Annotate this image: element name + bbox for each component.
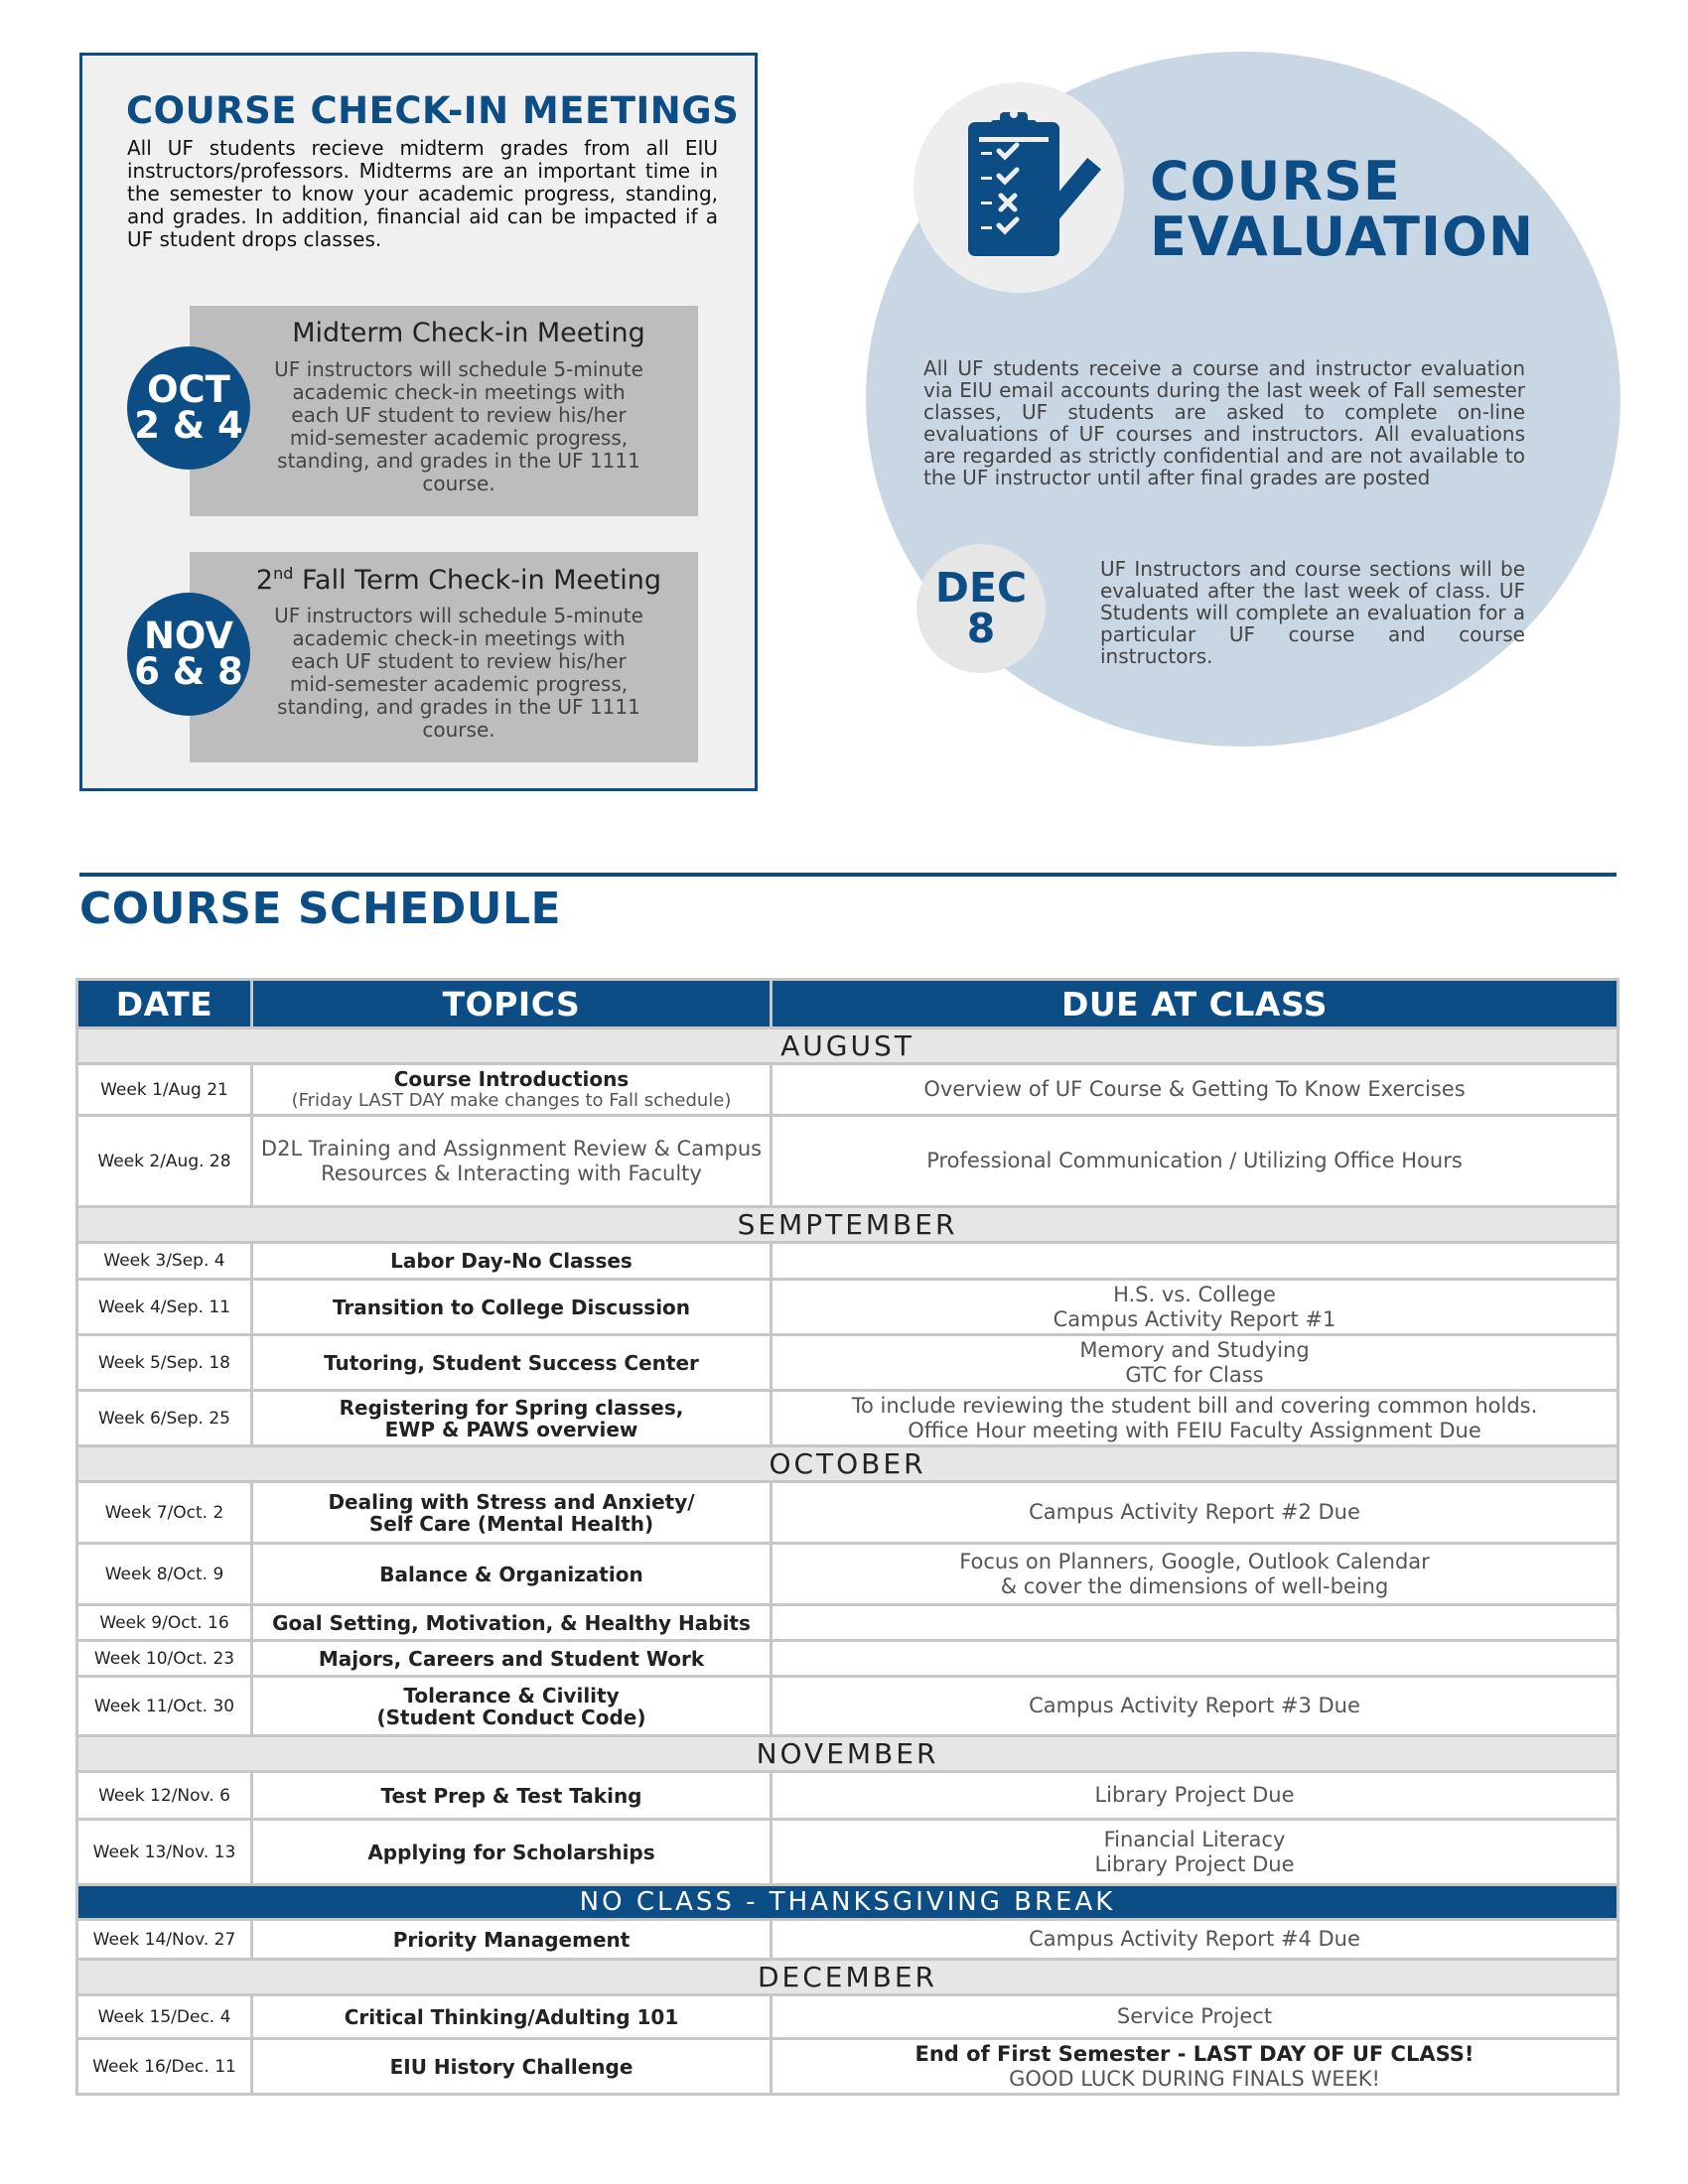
dec-badge-month: DEC (934, 564, 1028, 612)
table-row: Week 10/Oct. 23 Majors, Careers and Student Work (77, 1641, 1618, 1677)
table-row: Week 5/Sep. 18 Tutoring, Student Success Center Memory and Studying GTC for Class (77, 1335, 1618, 1391)
date-column-header: DATE (77, 980, 252, 1028)
topics-column-header: TOPICS (252, 980, 772, 1028)
table-row: Week 8/Oct. 9 Balance & Organization Focus on Planners, Google, Outlook Calendar & cover the dimensions of well-being (77, 1544, 1618, 1605)
midterm-meeting-title: Midterm Check-in Meeting (292, 318, 645, 348)
evaluation-date-body: UF Instructors and course sections will be evaluated after the last week of class. UF Students will complete an evaluation for a particular UF course and course instructors. (1100, 557, 1525, 668)
dec-badge-day: 8 (966, 605, 996, 652)
month-row-november: NOVEMBER (77, 1736, 1618, 1772)
month-row-december: DECEMBER (77, 1960, 1618, 1995)
nov-badge-month: NOV (143, 614, 234, 657)
table-row: Week 13/Nov. 13 Applying for Scholarships Financial Literacy Library Project Due (77, 1820, 1618, 1885)
table-header-row (77, 980, 1618, 1028)
nov-date-badge (127, 593, 250, 716)
midterm-meeting-card (190, 306, 698, 516)
section-divider (79, 873, 1617, 877)
table-row: Week 16/Dec. 11 EIU History Challenge End of First Semester - LAST DAY OF UF CLASS! GOOD LUCK DURING FINALS WEEK! (77, 2039, 1618, 2095)
checkin-intro: All UF students recieve midterm grades from all EIU instructors/professors. Midterms are an important time in the semester to know your academic progress, standing, and grades. In addition, financial aid can be impacted if a UF student drops classes. (127, 136, 718, 251)
second-meeting-card (190, 552, 698, 762)
evaluation-body: All UF students receive a course and instructor evaluation via EIU email accounts during the last week of Fall semester classes, UF students are asked to complete on-line evaluations of UF courses and instructors. All evaluations are regarded as strictly confidential and are not available to the UF instructor until after final grades are posted (923, 356, 1525, 489)
schedule-table (75, 978, 1619, 2096)
table-row: Week 9/Oct. 16 Goal Setting, Motivation, & Healthy Habits (77, 1605, 1618, 1641)
table-row: Week 15/Dec. 4 Critical Thinking/Adulting 101 Service Project (77, 1995, 1618, 2039)
dec-date-badge (916, 544, 1046, 673)
oct-badge-month: OCT (147, 368, 230, 411)
due-column-header: DUE AT CLASS (772, 980, 1618, 1028)
schedule-title: COURSE SCHEDULE (79, 884, 562, 934)
table-row: Week 4/Sep. 11 Transition to College Discussion H.S. vs. College Campus Activity Report #1 (77, 1280, 1618, 1335)
month-row-august: AUGUST (77, 1028, 1618, 1064)
table-row: Week 2/Aug. 28 D2L Training and Assignment Review & Campus Resources & Interacting with Faculty Professional Communication / Utilizing Office Hours (77, 1116, 1618, 1207)
month-row-september: SEMPTEMBER (77, 1207, 1618, 1243)
evaluation-icon-circle (914, 82, 1124, 293)
midterm-meeting-body: UF instructors will schedule 5-minute academic check-in meetings with each UF student to review his/her mid-semester academic progress, standing, and grades in the UF 1111 course. (274, 357, 643, 495)
table-row: Week 12/Nov. 6 Test Prep & Test Taking Library Project Due (77, 1772, 1618, 1820)
checkin-panel (79, 53, 758, 791)
table-row: Week 6/Sep. 25 Registering for Spring classes, EWP & PAWS overview To include reviewing the student bill and covering common holds. Office Hour meeting with FEIU Faculty Assignment Due (77, 1391, 1618, 1446)
oct-date-badge (127, 346, 250, 470)
table-row: Week 3/Sep. 4 Labor Day-No Classes (77, 1243, 1618, 1280)
table-row: Week 7/Oct. 2 Dealing with Stress and Anxiety/ Self Care (Mental Health) Campus Activity Report #2 Due (77, 1482, 1618, 1544)
evaluation-title: COURSE EVALUATION (1150, 150, 1535, 268)
thanksgiving-break-row: NO CLASS - THANKSGIVING BREAK (77, 1885, 1618, 1920)
nov-badge-days: 6 & 8 (134, 650, 243, 693)
month-row-october: OCTOBER (77, 1446, 1618, 1482)
table-row: Week 14/Nov. 27 Priority Management Campus Activity Report #4 Due (77, 1920, 1618, 1960)
clipboard-checklist-icon (914, 82, 1124, 293)
table-row: Week 11/Oct. 30 Tolerance & Civility (Student Conduct Code) Campus Activity Report #3 Due (77, 1677, 1618, 1736)
checkin-title: COURSE CHECK-IN MEETINGS (126, 89, 740, 132)
second-meeting-body: UF instructors will schedule 5-minute academic check-in meetings with each UF student to review his/her mid-semester academic progress, standing, and grades in the UF 1111 course. (274, 604, 643, 742)
oct-badge-days: 2 & 4 (134, 404, 243, 447)
second-meeting-title: 2nd Fall Term Check-in Meeting (255, 564, 662, 596)
table-row: Week 1/Aug 21 Course Introductions (Friday LAST DAY make changes to Fall schedule) Overview of UF Course & Getting To Know Exercises (77, 1064, 1618, 1116)
